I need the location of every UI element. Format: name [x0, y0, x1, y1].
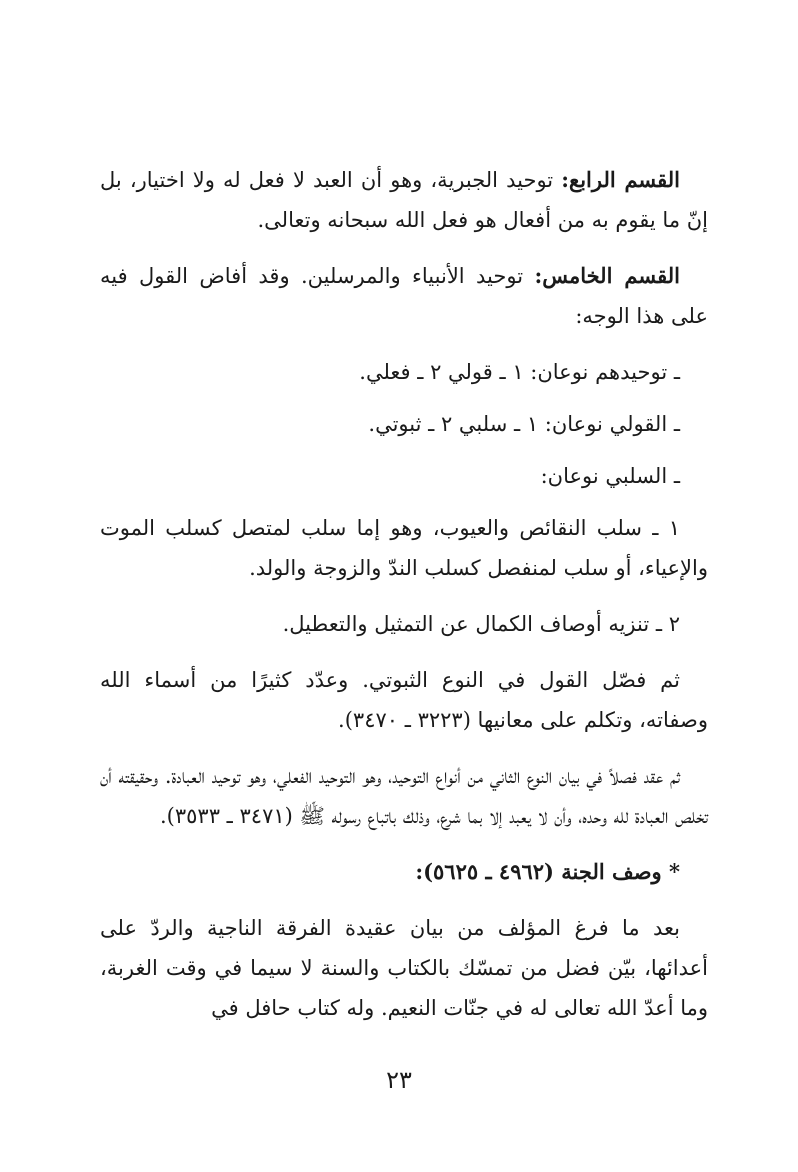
paragraph-tawhid-fili: ثم عقد فصلاً في بيان النوع الثاني من أنواع التوحيد، وهو التوحيد الفعلي، وهو توحيد العبادة. وحقيقته أن تخلص العبادة لله وحده، وأن لا يعبد إلا بما شرع، وذلك باتباع رسوله ﷺ (٣٤٧١ ـ ٣٥٣٣).: [100, 764, 708, 828]
section-heading-paradise: [100, 852, 708, 892]
list-item-qawli-types: ـ القولي نوعان: ١ ـ سلبي ٢ ـ ثبوتي.: [368, 412, 680, 436]
section-four-label: القسم الرابع:: [561, 167, 681, 192]
paragraph-section-four: [100, 160, 708, 240]
paragraph-section-five: [100, 256, 708, 336]
star-icon: *: [669, 859, 680, 884]
section-five-label: القسم الخامس:: [534, 263, 680, 288]
paragraph-negation-of-defects: ١ ـ سلب النقائص والعيوب، وهو إما سلب لمتصل كسلب الموت والإعياء، أو سلب لمنفصل كسلب الندّ والزوجة والولد.: [100, 516, 708, 580]
paragraph-tanzih: ٢ ـ تنزيه أوصاف الكمال عن التمثيل والتعطيل.: [282, 612, 680, 636]
list-item-tawhid-types: ـ توحيدهم نوعان: ١ ـ قولي ٢ ـ فعلي.: [359, 360, 680, 384]
paragraph-paradise-intro: بعد ما فرغ المؤلف من بيان عقيدة الفرقة الناجية والردّ على أعدائها، بيّن فضل من تمسّك بالكتاب والسنة لا سيما في وقت الغربة، وما أعدّ الله تعالى له في جنّات النعيم. وله كتاب حافل في: [100, 916, 708, 1020]
paragraph-thubuti: ثم فصّل القول في النوع الثبوتي. وعدّد كثيرًا من أسماء الله وصفاته، وتكلم على معانيها (٣٢٢٣ ـ ٣٤٧٠).: [100, 668, 708, 732]
section-heading-text: وصف الجنة (٤٩٦٢ ـ ٥٦٢٥):: [415, 859, 670, 884]
list-item-salbi-types: ـ السلبي نوعان:: [540, 464, 680, 488]
page-number: ٢٣: [386, 1066, 412, 1094]
page-body: [100, 160, 708, 1044]
section-four-text: توحيد الجبرية، وهو أن العبد لا فعل له ولا اختيار، بل إنّ ما يقوم به من أفعال هو فعل الله سبحانه وتعالى.: [100, 168, 708, 232]
section-five-text: توحيد الأنبياء والمرسلين. وقد أفاض القول فيه على هذا الوجه:: [100, 264, 708, 328]
